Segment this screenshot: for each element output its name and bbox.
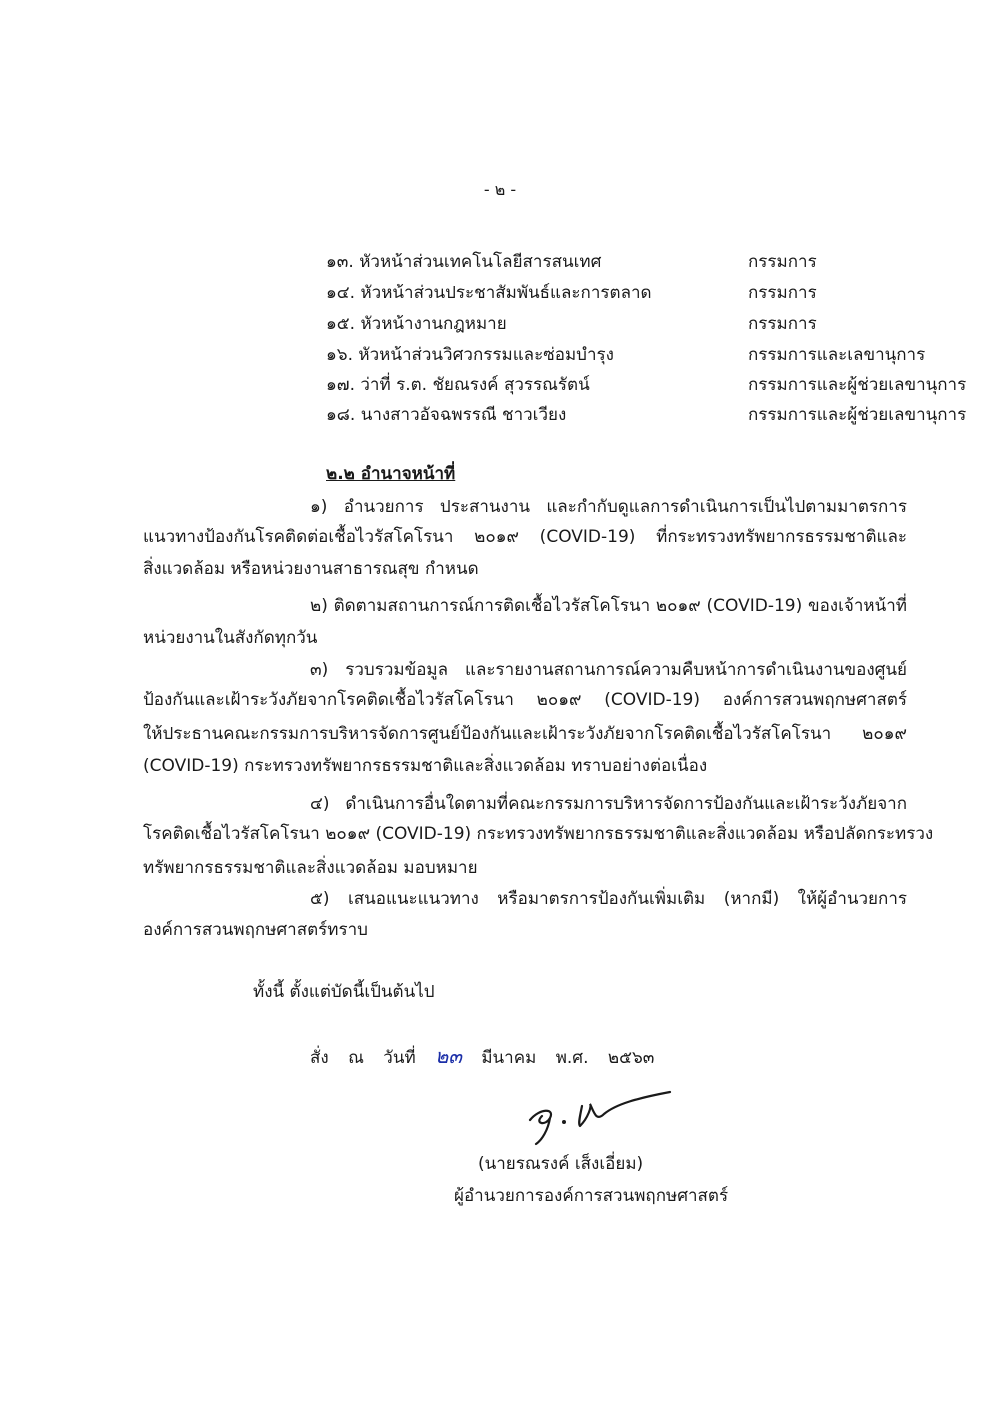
day-label: วันที่ [383, 1048, 416, 1068]
at-label: ณ [348, 1048, 364, 1068]
duty-3-line-4: (COVID-19) กระทรวงทรัพยากรธรรมชาติและสิ่งแวดล้อม ทราบอย่างต่อเนื่อง [143, 756, 708, 776]
duty-4-line-2: โรคติดเชื้อไวรัสโคโรนา ๒๐๑๙ (COVID-19) กระทรวงทรัพยากรธรรมชาติและสิ่งแวดล้อม หรือปลัดกระทรวง [143, 824, 934, 844]
effective-statement: ทั้งนี้ ตั้งแต่บัดนี้เป็นต้นไป [253, 982, 435, 1002]
date-era: พ.ศ. [555, 1048, 589, 1068]
member-role: กรรมการ [748, 314, 817, 334]
page-number: - ๒ - [483, 180, 517, 199]
duty-1-line-3: สิ่งแวดล้อม หรือหน่วยงานสาธารณสุข กำหนด [143, 559, 479, 579]
signatory-title: ผู้อำนวยการองค์การสวนพฤกษศาสตร์ [454, 1186, 729, 1206]
signatory-name: (นายรณรงค์ เส็งเอี่ยม) [478, 1154, 644, 1174]
duty-5-line-2: องค์การสวนพฤกษศาสตร์ทราบ [143, 920, 368, 940]
section-heading: ๒.๒ อำนาจหน้าที่ [326, 464, 456, 484]
member-role: กรรมการและเลขานุการ [748, 345, 926, 365]
date-day: ๒๓ [435, 1044, 462, 1068]
member-role: กรรมการ [748, 252, 817, 272]
date-year: ๒๕๖๓ [607, 1048, 655, 1068]
member-role: กรรมการ [748, 283, 817, 303]
member-name: ๑๕. หัวหน้างานกฎหมาย [326, 314, 507, 334]
duty-1-line-1: ๑) อำนวยการ ประสานงาน และกำกับดูแลการดำเนินการเป็นไปตามมาตรการ [310, 497, 907, 517]
member-name: ๑๖. หัวหน้าส่วนวิศวกรรมและซ่อมบำรุง [326, 345, 614, 365]
duty-3-line-3: ให้ประธานคณะกรรมการบริหารจัดการศูนย์ป้องกันและเฝ้าระวังภัยจากโรคติดเชื้อไวรัสโคโรนา ๒๐๑๙ [143, 724, 907, 744]
order-date-line [310, 1040, 668, 1072]
member-name: ๑๓. หัวหน้าส่วนเทคโนโลยีสารสนเทศ [326, 252, 602, 272]
duty-5-line-1: ๕) เสนอแนะแนวทาง หรือมาตรการป้องกันเพิ่มเติม (หากมี) ให้ผู้อำนวยการ [310, 889, 907, 909]
member-role: กรรมการและผู้ช่วยเลขานุการ [748, 375, 967, 395]
duty-2-line-1: ๒) ติดตามสถานการณ์การติดเชื้อไวรัสโคโรนา ๒๐๑๙ (COVID-19) ของเจ้าหน้าที่ [310, 596, 907, 616]
member-name: ๑๔. หัวหน้าส่วนประชาสัมพันธ์และการตลาด [326, 283, 652, 303]
date-month: มีนาคม [481, 1048, 537, 1068]
order-label: สั่ง [310, 1048, 329, 1068]
duty-2-line-2: หน่วยงานในสังกัดทุกวัน [143, 628, 318, 648]
duty-4-line-3: ทรัพยากรธรรมชาติและสิ่งแวดล้อม มอบหมาย [143, 858, 478, 878]
member-name: ๑๗. ว่าที่ ร.ต. ชัยณรงค์ สุวรรณรัตน์ [326, 375, 590, 395]
member-name: ๑๘. นางสาวอัจฉพรรณี ชาวเวียง [326, 405, 567, 425]
duty-3-line-1: ๓) รวบรวมข้อมูล และรายงานสถานการณ์ความคืบหน้าการดำเนินงานของศูนย์ [310, 660, 907, 680]
duty-1-line-2: แนวทางป้องกันโรคติดต่อเชื้อไวรัสโคโรนา ๒๐๑๙ (COVID-19) ที่กระทรวงทรัพยากรธรรมชาติและ [143, 527, 907, 547]
member-role: กรรมการและผู้ช่วยเลขานุการ [748, 405, 967, 425]
duty-3-line-2: ป้องกันและเฝ้าระวังภัยจากโรคติดเชื้อไวรัสโคโรนา ๒๐๑๙ (COVID-19) องค์การสวนพฤกษศาสตร์ [143, 690, 907, 710]
duty-4-line-1: ๔) ดำเนินการอื่นใดตามที่คณะกรรมการบริหารจัดการป้องกันและเฝ้าระวังภัยจาก [310, 794, 907, 814]
handwritten-signature [520, 1078, 680, 1148]
